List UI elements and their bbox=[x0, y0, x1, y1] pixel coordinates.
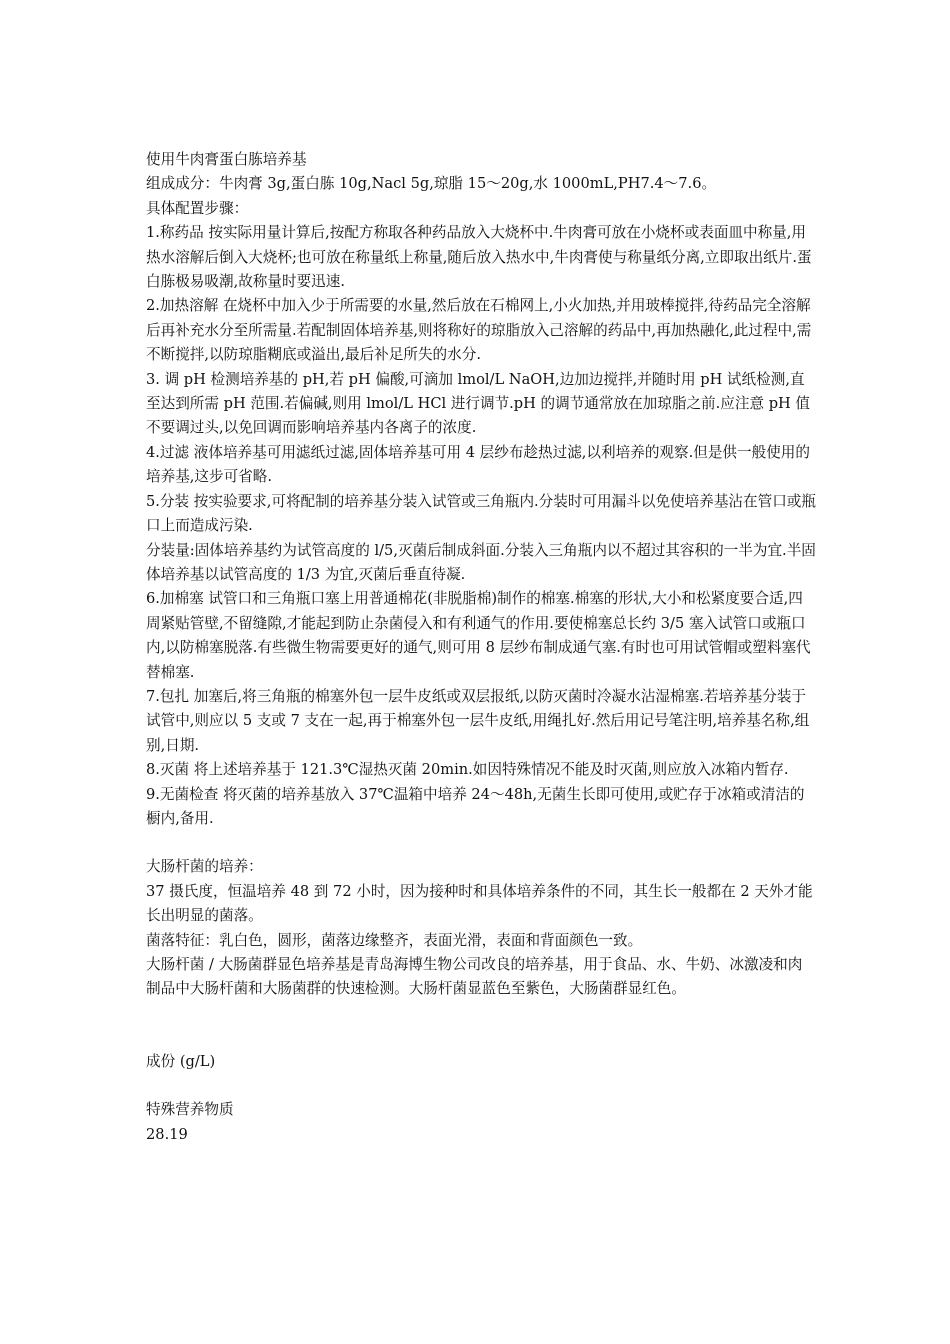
blank-lines bbox=[146, 1002, 816, 1050]
step-paragraph: 8.灭菌 将上述培养基于 121.3℃湿热灭菌 20min.如因特殊情况不能及时灭菌,则应放入冰箱内暂存. bbox=[146, 761, 789, 779]
step-paragraph: 9.无菌检查 将灭菌的培养基放入 37℃温箱中培养 24～48h,无菌生长即可使用,或贮存于冰箱或清洁的橱内,备用. bbox=[146, 785, 805, 827]
step-paragraph: 3. 调 pH 检测培养基的 pH,若 pH 偏酸,可滴加 lmol/L NaOH,边加边搅拌,并随时用 pH 试纸检测,直至达到所需 pH 范围.若偏碱,则用 lmol/L HCl 进行调节.pH 的调节通常放在加琼脂之前.应注意 pH 值不要调过头,以免回调而影响培养基内各离子的浓度. bbox=[146, 370, 811, 437]
document-page bbox=[146, 148, 816, 1147]
step-paragraph: 7.包扎 加塞后,将三角瓶的棉塞外包一层牛皮纸或双层报纸,以防灭菌时冷凝水沾湿棉塞.若培养基分装于试管中,则应以 5 支或 7 支在一起,再于棉塞外包一层牛皮纸,用绳扎好.然后用记号笔注明,培养基名称,组别,日期. bbox=[146, 687, 810, 754]
step-paragraph: 分装量:固体培养基约为试管高度的 l/5,灭菌后制成斜面.分装入三角瓶内以不超过其容积的一半为宜.半固体培养基以试管高度的 1/3 为宜,灭菌后垂直待凝. bbox=[146, 541, 816, 583]
step-paragraph: 5.分装 按实验要求,可将配制的培养基分装入试管或三角瓶内.分装时可用漏斗以免使培养基沾在管口或瓶口上而造成污染. bbox=[146, 492, 816, 535]
ecoli-paragraph: 37 摄氏度，恒温培养 48 到 72 小时，因为接种时和具体培养条件的不同，其生长一般都在 2 天外才能长出明显的菌落。 bbox=[146, 882, 813, 925]
steps-heading: 具体配置步骤： bbox=[146, 199, 249, 217]
composition-line: 组成成分：牛肉膏 3g,蛋白胨 10g,Nacl 5g,琼脂 15～20g,水 1000mL,PH7.4～7.6。 bbox=[146, 175, 717, 193]
step-paragraph: 1.称药品 按实际用量计算后,按配方称取各种药品放入大烧杯中.牛肉膏可放在小烧杯或表面皿中称量,用热水溶解后倒入大烧杯;也可放在称量纸上称量,随后放入热水中,牛肉膏使与称量纸分离,立即取出纸片.蛋白胨极易吸潮,故称量时要迅速. bbox=[146, 224, 812, 291]
step-paragraph: 6.加棉塞 试管口和三角瓶口塞上用普通棉花(非脱脂棉)制作的棉塞.棉塞的形状,大小和松紧度要合适,四周紧贴管壁,不留缝隙,才能起到防止杂菌侵入和有利通气的作用.要使棉塞总长约 3/5 塞入试管口或瓶口内,以防棉塞脱落.有些微生物需要更好的通气,则可用 8 层纱布制成通气塞.有时也可用试管帽或塑料塞代替棉塞. bbox=[146, 590, 811, 681]
ecoli-paragraph: 大肠杆菌 / 大肠菌群显色培养基是青岛海博生物公司改良的培养基，用于食品、水、牛奶、冰激凌和肉制品中大肠杆菌和大肠菌群的快速检测。大肠杆菌显蓝色至紫色，大肠菌群显红色。 bbox=[146, 956, 803, 998]
step-paragraph: 4.过滤 液体培养基可用滤纸过滤,固体培养基可用 4 层纱布趁热过滤,以利培养的观察.但是供一般使用的培养基,这步可省略. bbox=[146, 443, 810, 486]
nutrient-value: 28.19 bbox=[146, 1125, 188, 1143]
blank-line bbox=[146, 1074, 816, 1098]
blank-line bbox=[146, 831, 816, 855]
composition-heading: 成份 (g/L) bbox=[146, 1052, 216, 1070]
ecoli-paragraph: 菌落特征：乳白色，圆形，菌落边缘整齐，表面光滑，表面和背面颜色一致。 bbox=[146, 931, 643, 949]
nutrient-label: 特殊营养物质 bbox=[146, 1101, 234, 1119]
ecoli-heading: 大肠杆菌的培养： bbox=[146, 858, 263, 876]
step-paragraph: 2.加热溶解 在烧杯中加入少于所需要的水量,然后放在石棉网上,小火加热,并用玻棒搅拌,待药品完全溶解后再补充水分至所需量.若配制固体培养基,则将称好的琼脂放入己溶解的药品中,再加热融化,此过程中,需不断搅拌,以防琼脂糊底或溢出,最后补足所失的水分. bbox=[146, 297, 812, 364]
document-title: 使用牛肉膏蛋白胨培养基 bbox=[146, 151, 307, 168]
